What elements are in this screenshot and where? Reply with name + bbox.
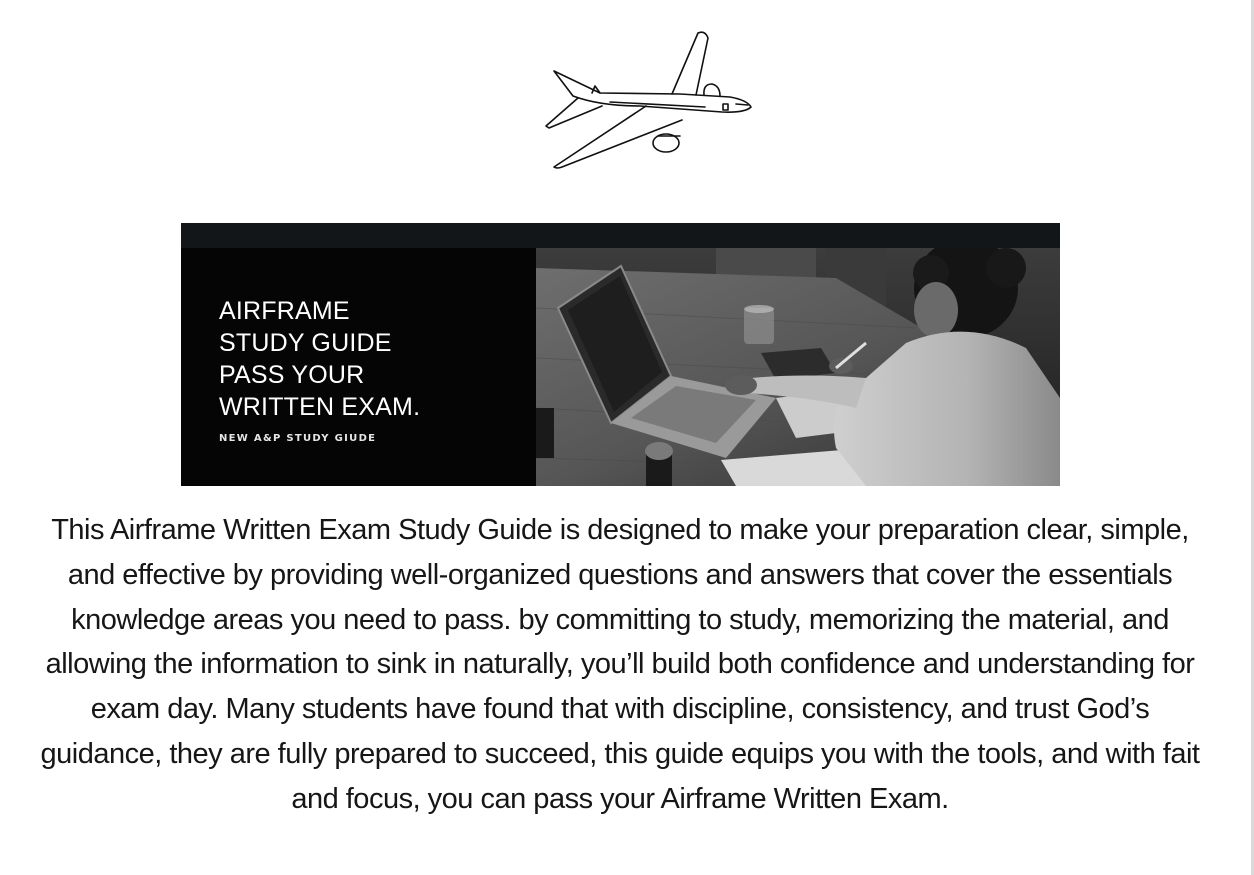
description-paragraph: This Airframe Written Exam Study Guide is designed to make your preparation clear, simple, and effective by providing well-organized questions and answers that cover the essentials knowledge areas you need to pass. by committing to study, memorizing the material, and allowing the information to sink in naturally, you’ll build both confidence and understanding for exam day. Many students have found that with discipline, consistency, and trust God’s guidance, they are fully prepared to succeed, this guide equips you with the tools, and with fait and focus, you can pass your Airframe Written Exam. [40, 514, 1200, 815]
banner-subheading: NEW A&P STUDY GIUDE [219, 433, 377, 444]
study-guide-banner [181, 223, 1060, 486]
airplane-line-icon [540, 28, 760, 173]
student-laptop-photo [536, 248, 1060, 486]
banner-heading-line: AIRFRAME [219, 297, 350, 325]
banner-heading [219, 295, 519, 423]
banner-top-bar [181, 223, 1060, 248]
banner-heading-line: STUDY GUIDE [219, 329, 392, 357]
banner-heading-line: PASS YOUR [219, 361, 365, 389]
banner-text-block [219, 295, 519, 444]
banner-heading-line: WRITTEN EXAM. [219, 393, 421, 421]
